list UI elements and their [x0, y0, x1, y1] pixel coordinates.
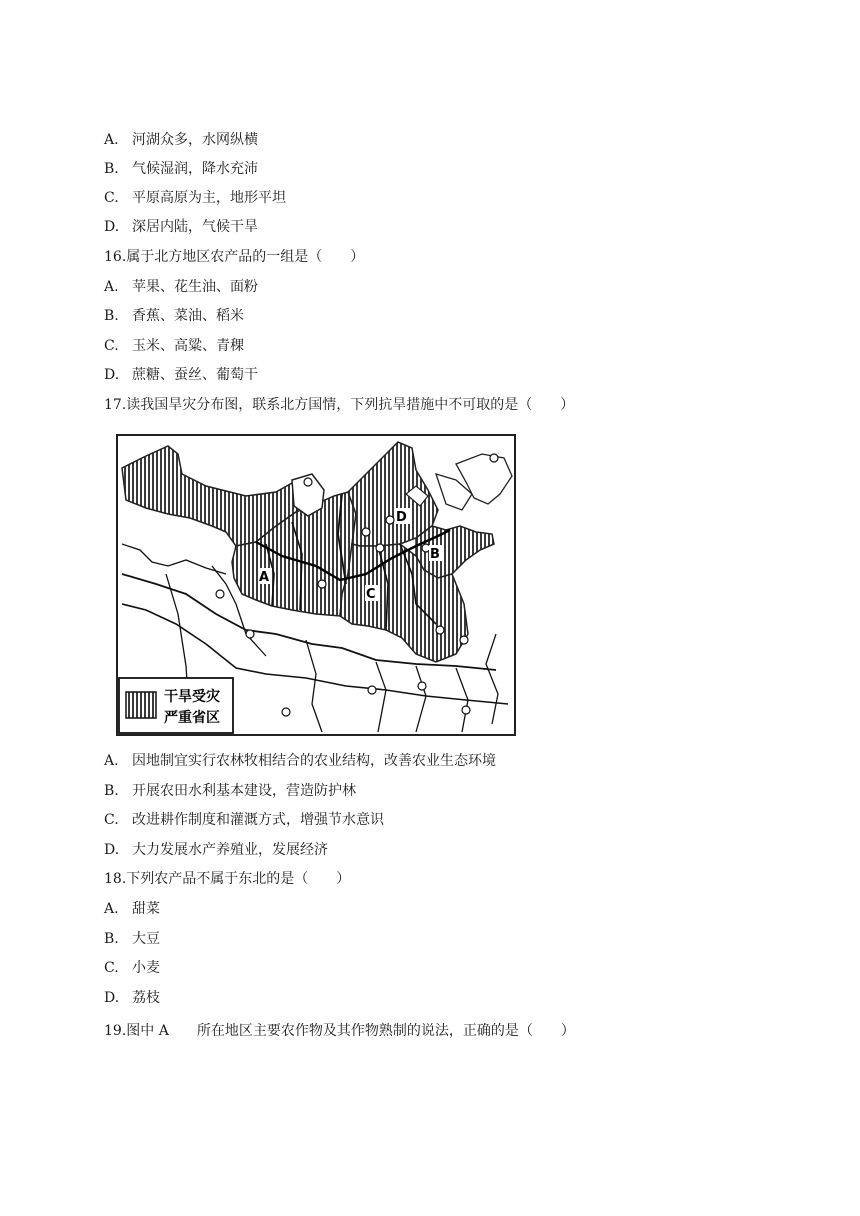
option-text: 小麦 — [132, 960, 160, 976]
map-legend — [119, 678, 233, 733]
option-text: 因地制宜实行农林牧相结合的农业结构，改善农业生态环境 — [132, 753, 496, 769]
q15-option-d — [104, 218, 258, 236]
option-letter: C. — [104, 190, 119, 206]
option-letter: D. — [104, 367, 120, 383]
option-text: 大豆 — [132, 931, 160, 947]
option-text: 深居内陆，气候干旱 — [132, 219, 258, 235]
option-letter: D. — [104, 842, 120, 858]
q16-option-a — [104, 278, 258, 296]
option-text: 河湖众多，水网纵横 — [132, 132, 258, 148]
q18-stem: 18.下列农产品不属于东北的是（ ） — [104, 871, 351, 887]
q15-option-c — [104, 189, 286, 207]
option-letter: A. — [104, 132, 119, 148]
option-text: 开展农田水利基本建设，营造防护林 — [132, 783, 356, 799]
option-letter: C. — [104, 338, 119, 354]
option-letter: D. — [104, 990, 120, 1006]
q16-option-c — [104, 337, 244, 355]
option-text: 甜菜 — [132, 901, 160, 917]
legend-label-line2: 严重省区 — [164, 710, 220, 726]
map-label-c: C — [366, 587, 376, 602]
q17-stem: 17.读我国旱灾分布图，联系北方国情，下列抗旱措施中不可取的是（ ） — [104, 397, 575, 413]
q18-option-d — [104, 989, 160, 1007]
option-letter: B. — [104, 308, 119, 324]
option-letter: C. — [104, 812, 119, 828]
option-text: 蔗糖、蚕丝、葡萄干 — [132, 367, 258, 383]
option-text: 玉米、高粱、青稞 — [132, 338, 244, 354]
option-letter: B. — [104, 931, 119, 947]
option-letter: B. — [104, 783, 119, 799]
option-letter: C. — [104, 960, 119, 976]
option-letter: A. — [104, 279, 119, 295]
q17-option-c — [104, 811, 384, 829]
q18-option-c — [104, 959, 160, 977]
q18-option-b — [104, 930, 160, 948]
q15-option-b — [104, 160, 258, 178]
option-text: 苹果、花生油、面粉 — [132, 279, 258, 295]
option-text: 香蕉、菜油、稻米 — [132, 308, 244, 324]
option-text: 气候湿润，降水充沛 — [132, 161, 258, 177]
q16-option-d — [104, 366, 258, 384]
option-text: 平原高原为主，地形平坦 — [132, 190, 286, 206]
map-label-a: A — [259, 570, 270, 585]
q17-option-a — [104, 752, 496, 770]
option-letter: A. — [104, 753, 119, 769]
option-text: 荔枝 — [132, 990, 160, 1006]
q17-option-b — [104, 782, 356, 800]
option-letter: A. — [104, 901, 119, 917]
q16-option-b — [104, 307, 244, 325]
option-text: 大力发展水产养殖业，发展经济 — [132, 842, 328, 858]
legend-label-line1: 干旱受灾 — [164, 689, 220, 705]
q19-stem: 19.图中 A 所在地区主要农作物及其作物熟制的说法，正确的是（ ） — [104, 1023, 575, 1039]
q15-option-a — [104, 131, 258, 149]
drought-distribution-map — [116, 434, 516, 736]
map-label-d: D — [396, 510, 407, 525]
q18-option-a — [104, 900, 160, 918]
option-text: 改进耕作制度和灌溉方式，增强节水意识 — [132, 812, 384, 828]
q16-stem: 16.属于北方地区农产品的一组是（ ） — [104, 249, 365, 265]
map-label-b: B — [430, 547, 440, 562]
option-letter: D. — [104, 219, 120, 235]
q17-option-d — [104, 841, 328, 859]
option-letter: B. — [104, 161, 119, 177]
